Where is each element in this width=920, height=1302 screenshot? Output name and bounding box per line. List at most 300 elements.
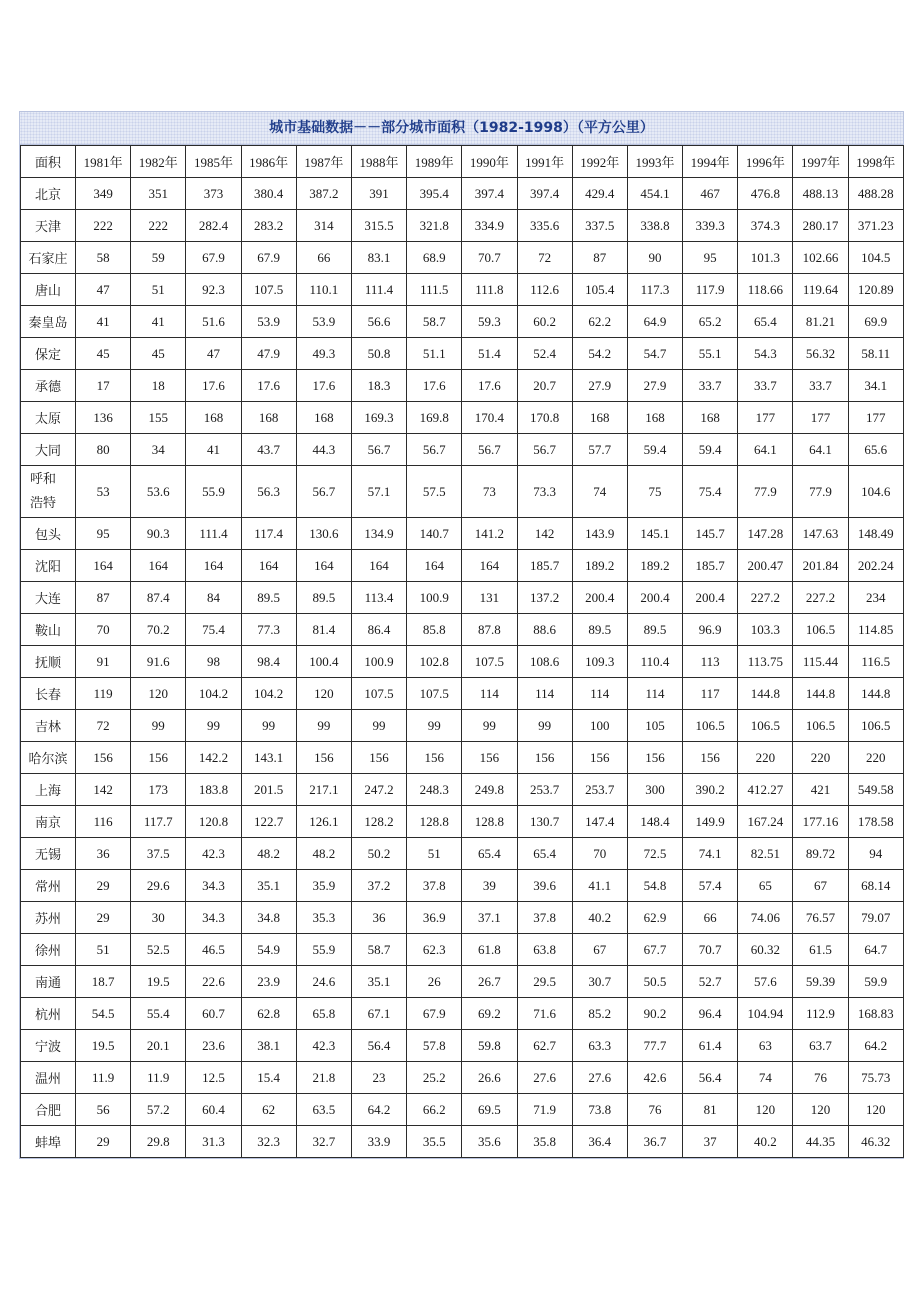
table-row: [21, 614, 904, 646]
area-value: 47: [186, 338, 241, 370]
area-value: 35.8: [517, 1126, 572, 1158]
area-value: 92.3: [186, 274, 241, 306]
area-value: 57.5: [407, 466, 462, 518]
area-value: 88.6: [517, 614, 572, 646]
area-value: 137.2: [517, 582, 572, 614]
area-value: 17.6: [296, 370, 351, 402]
area-value: 248.3: [407, 774, 462, 806]
area-value: 20.7: [517, 370, 572, 402]
area-value: 99: [517, 710, 572, 742]
area-value: 68.9: [407, 242, 462, 274]
area-value: 77.9: [793, 466, 848, 518]
area-value: 247.2: [351, 774, 406, 806]
area-value: 91.6: [131, 646, 186, 678]
area-value: 17.6: [462, 370, 517, 402]
city-name: 包头: [21, 518, 76, 550]
area-value: 122.7: [241, 806, 296, 838]
area-value: 107.5: [462, 646, 517, 678]
area-value: 200.47: [738, 550, 793, 582]
area-value: 37.8: [517, 902, 572, 934]
area-value: 156: [572, 742, 627, 774]
area-value: 351: [131, 178, 186, 210]
area-value: 36.7: [627, 1126, 682, 1158]
year-header: 1988年: [351, 146, 406, 178]
area-value: 69.5: [462, 1094, 517, 1126]
area-value: 60.7: [186, 998, 241, 1030]
area-value: 178.58: [848, 806, 903, 838]
area-value: 59.3: [462, 306, 517, 338]
area-value: 349: [76, 178, 131, 210]
table-body: [21, 178, 904, 1158]
table-row: [21, 178, 904, 210]
area-value: 164: [131, 550, 186, 582]
area-value: 56.4: [351, 1030, 406, 1062]
area-value: 23.6: [186, 1030, 241, 1062]
area-value: 36: [76, 838, 131, 870]
area-value: 113.75: [738, 646, 793, 678]
area-value: 17.6: [186, 370, 241, 402]
area-value: 22.6: [186, 966, 241, 998]
table-row: [21, 370, 904, 402]
area-value: 142.2: [186, 742, 241, 774]
area-value: 147.63: [793, 518, 848, 550]
table-row: [21, 934, 904, 966]
area-value: 488.28: [848, 178, 903, 210]
area-value: 41: [186, 434, 241, 466]
area-value: 200.4: [683, 582, 738, 614]
area-value: 90.2: [627, 998, 682, 1030]
area-value: 67: [793, 870, 848, 902]
area-value: 25.2: [407, 1062, 462, 1094]
area-value: 148.4: [627, 806, 682, 838]
area-value: 111.4: [351, 274, 406, 306]
area-value: 185.7: [683, 550, 738, 582]
area-value: 120: [848, 1094, 903, 1126]
table-row: [21, 998, 904, 1030]
area-value: 168: [241, 402, 296, 434]
area-value: 70.7: [683, 934, 738, 966]
area-value: 120.89: [848, 274, 903, 306]
area-value: 62: [241, 1094, 296, 1126]
area-value: 56.7: [462, 434, 517, 466]
area-value: 164: [296, 550, 351, 582]
area-value: 30.7: [572, 966, 627, 998]
area-value: 177: [793, 402, 848, 434]
area-value: 183.8: [186, 774, 241, 806]
area-value: 112.6: [517, 274, 572, 306]
city-name: 大同: [21, 434, 76, 466]
area-value: 387.2: [296, 178, 351, 210]
table-row: [21, 582, 904, 614]
area-value: 454.1: [627, 178, 682, 210]
area-value: 75.73: [848, 1062, 903, 1094]
area-value: 64.2: [351, 1094, 406, 1126]
area-value: 91: [76, 646, 131, 678]
area-value: 114: [627, 678, 682, 710]
area-value: 54.5: [76, 998, 131, 1030]
area-value: 395.4: [407, 178, 462, 210]
area-value: 27.9: [627, 370, 682, 402]
area-value: 98: [186, 646, 241, 678]
area-value: 113: [683, 646, 738, 678]
area-value: 66.2: [407, 1094, 462, 1126]
area-value: 63.8: [517, 934, 572, 966]
area-value: 64.9: [627, 306, 682, 338]
area-value: 156: [131, 742, 186, 774]
area-value: 104.6: [848, 466, 903, 518]
area-value: 56.7: [351, 434, 406, 466]
area-value: 156: [351, 742, 406, 774]
area-value: 283.2: [241, 210, 296, 242]
area-value: 59.4: [627, 434, 682, 466]
area-value: 397.4: [517, 178, 572, 210]
area-value: 117: [683, 678, 738, 710]
area-value: 37.8: [407, 870, 462, 902]
area-value: 201.5: [241, 774, 296, 806]
city-name: [21, 466, 76, 518]
area-value: 24.6: [296, 966, 351, 998]
area-value: 27.9: [572, 370, 627, 402]
area-value: 45: [76, 338, 131, 370]
area-value: 53.6: [131, 466, 186, 518]
area-value: 47: [76, 274, 131, 306]
area-value: 106.5: [683, 710, 738, 742]
area-value: 64.7: [848, 934, 903, 966]
area-value: 429.4: [572, 178, 627, 210]
area-value: 39: [462, 870, 517, 902]
area-value: 111.5: [407, 274, 462, 306]
table-row: [21, 550, 904, 582]
table-row: [21, 742, 904, 774]
area-value: 156: [462, 742, 517, 774]
area-value: 55.1: [683, 338, 738, 370]
area-value: 21.8: [296, 1062, 351, 1094]
city-name: 北京: [21, 178, 76, 210]
area-value: 144.8: [848, 678, 903, 710]
area-value: 39.6: [517, 870, 572, 902]
area-value: 17.6: [407, 370, 462, 402]
area-value: 321.8: [407, 210, 462, 242]
year-header: 1996年: [738, 146, 793, 178]
area-value: 98.4: [241, 646, 296, 678]
area-value: 89.5: [627, 614, 682, 646]
city-area-table: [20, 145, 904, 1158]
table-row: [21, 678, 904, 710]
area-value: 80: [76, 434, 131, 466]
area-value: 140.7: [407, 518, 462, 550]
area-value: 87: [76, 582, 131, 614]
area-value: 33.9: [351, 1126, 406, 1158]
area-value: 68.14: [848, 870, 903, 902]
area-value: 60.2: [517, 306, 572, 338]
area-value: 99: [131, 710, 186, 742]
area-value: 18.3: [351, 370, 406, 402]
area-value: 17: [76, 370, 131, 402]
area-value: 105.4: [572, 274, 627, 306]
area-value: 412.27: [738, 774, 793, 806]
area-value: 94: [848, 838, 903, 870]
area-value: 15.4: [241, 1062, 296, 1094]
area-value: 19.5: [76, 1030, 131, 1062]
area-value: 51.1: [407, 338, 462, 370]
area-value: 29.8: [131, 1126, 186, 1158]
area-value: 164: [186, 550, 241, 582]
area-value: 60.4: [186, 1094, 241, 1126]
area-value: 116.5: [848, 646, 903, 678]
area-value: 104.94: [738, 998, 793, 1030]
area-value: 84: [186, 582, 241, 614]
area-value: 114: [572, 678, 627, 710]
area-value: 120: [131, 678, 186, 710]
area-value: 155: [131, 402, 186, 434]
area-value: 222: [131, 210, 186, 242]
area-value: 143.9: [572, 518, 627, 550]
area-value: 53.9: [241, 306, 296, 338]
area-value: 44.35: [793, 1126, 848, 1158]
city-name: 石家庄: [21, 242, 76, 274]
area-value: 164: [351, 550, 406, 582]
city-name: 太原: [21, 402, 76, 434]
area-value: 63: [738, 1030, 793, 1062]
city-name: 秦皇岛: [21, 306, 76, 338]
area-value: 44.3: [296, 434, 351, 466]
area-value: 107.5: [241, 274, 296, 306]
area-value: 45: [131, 338, 186, 370]
area-value: 109.3: [572, 646, 627, 678]
area-value: 173: [131, 774, 186, 806]
year-header: 1998年: [848, 146, 903, 178]
area-value: 421: [793, 774, 848, 806]
area-value: 65.2: [683, 306, 738, 338]
area-value: 128.8: [407, 806, 462, 838]
area-value: 217.1: [296, 774, 351, 806]
area-value: 63.5: [296, 1094, 351, 1126]
area-value: 67: [572, 934, 627, 966]
area-value: 63.3: [572, 1030, 627, 1062]
area-value: 29.5: [517, 966, 572, 998]
data-sheet: [19, 111, 904, 1159]
area-value: 202.24: [848, 550, 903, 582]
area-value: 144.8: [738, 678, 793, 710]
area-value: 200.4: [572, 582, 627, 614]
area-value: 100.9: [407, 582, 462, 614]
area-value: 335.6: [517, 210, 572, 242]
area-value: 99: [296, 710, 351, 742]
area-value: 371.23: [848, 210, 903, 242]
table-row: [21, 1062, 904, 1094]
area-value: 119.64: [793, 274, 848, 306]
area-value: 54.8: [627, 870, 682, 902]
area-value: 177: [738, 402, 793, 434]
area-value: 70.7: [462, 242, 517, 274]
area-value: 136: [76, 402, 131, 434]
city-name: 哈尔滨: [21, 742, 76, 774]
area-value: 87.4: [131, 582, 186, 614]
area-value: 168: [296, 402, 351, 434]
area-value: 59.9: [848, 966, 903, 998]
area-value: 71.9: [517, 1094, 572, 1126]
city-name: 抚顺: [21, 646, 76, 678]
area-value: 280.17: [793, 210, 848, 242]
year-header: 1982年: [131, 146, 186, 178]
area-value: 148.49: [848, 518, 903, 550]
area-value: 11.9: [131, 1062, 186, 1094]
area-value: 62.2: [572, 306, 627, 338]
area-value: 96.4: [683, 998, 738, 1030]
area-value: 118.66: [738, 274, 793, 306]
area-value: 64.2: [848, 1030, 903, 1062]
year-header: 1987年: [296, 146, 351, 178]
area-value: 120: [296, 678, 351, 710]
year-header: 1993年: [627, 146, 682, 178]
area-value: 110.1: [296, 274, 351, 306]
area-value: 467: [683, 178, 738, 210]
area-value: 54.7: [627, 338, 682, 370]
city-name: 上海: [21, 774, 76, 806]
area-value: 52.7: [683, 966, 738, 998]
area-value: 42.3: [186, 838, 241, 870]
area-value: 62.8: [241, 998, 296, 1030]
area-value: 30: [131, 902, 186, 934]
area-value: 156: [296, 742, 351, 774]
area-value: 42.6: [627, 1062, 682, 1094]
area-value: 37.2: [351, 870, 406, 902]
area-value: 27.6: [572, 1062, 627, 1094]
city-name: 唐山: [21, 274, 76, 306]
area-value: 87.8: [462, 614, 517, 646]
table-row: [21, 338, 904, 370]
area-value: 33.7: [683, 370, 738, 402]
area-value: 177.16: [793, 806, 848, 838]
area-value: 18.7: [76, 966, 131, 998]
area-value: 29.6: [131, 870, 186, 902]
area-value: 106.5: [738, 710, 793, 742]
area-value: 35.1: [351, 966, 406, 998]
area-value: 56.32: [793, 338, 848, 370]
table-row: [21, 242, 904, 274]
city-name: 温州: [21, 1062, 76, 1094]
area-value: 64.1: [793, 434, 848, 466]
area-value: 220: [738, 742, 793, 774]
area-value: 32.7: [296, 1126, 351, 1158]
area-value: 89.5: [572, 614, 627, 646]
area-value: 220: [793, 742, 848, 774]
area-value: 85.8: [407, 614, 462, 646]
area-value: 120: [738, 1094, 793, 1126]
area-value: 69.2: [462, 998, 517, 1030]
area-value: 61.4: [683, 1030, 738, 1062]
area-value: 120.8: [186, 806, 241, 838]
area-value: 145.1: [627, 518, 682, 550]
area-value: 62.7: [517, 1030, 572, 1062]
area-value: 41.1: [572, 870, 627, 902]
area-value: 48.2: [296, 838, 351, 870]
area-value: 42.3: [296, 1030, 351, 1062]
area-value: 147.4: [572, 806, 627, 838]
area-value: 397.4: [462, 178, 517, 210]
area-value: 74.06: [738, 902, 793, 934]
city-name: 大连: [21, 582, 76, 614]
city-name: 南通: [21, 966, 76, 998]
area-value: 253.7: [572, 774, 627, 806]
area-value: 29: [76, 902, 131, 934]
area-value: 50.8: [351, 338, 406, 370]
area-value: 89.5: [296, 582, 351, 614]
area-value: 51: [76, 934, 131, 966]
area-value: 107.5: [407, 678, 462, 710]
area-value: 56.6: [351, 306, 406, 338]
area-value: 53.9: [296, 306, 351, 338]
area-value: 65.4: [738, 306, 793, 338]
area-value: 113.4: [351, 582, 406, 614]
area-value: 227.2: [738, 582, 793, 614]
area-value: 200.4: [627, 582, 682, 614]
area-value: 116: [76, 806, 131, 838]
area-value: 71.6: [517, 998, 572, 1030]
area-value: 50.2: [351, 838, 406, 870]
area-value: 57.8: [407, 1030, 462, 1062]
area-value: 142: [76, 774, 131, 806]
area-value: 90: [627, 242, 682, 274]
area-value: 33.7: [793, 370, 848, 402]
area-value: 115.44: [793, 646, 848, 678]
area-value: 63.7: [793, 1030, 848, 1062]
area-value: 18: [131, 370, 186, 402]
year-header: 1981年: [76, 146, 131, 178]
area-value: 36: [351, 902, 406, 934]
area-value: 59.8: [462, 1030, 517, 1062]
area-value: 156: [683, 742, 738, 774]
area-value: 48.2: [241, 838, 296, 870]
area-value: 253.7: [517, 774, 572, 806]
area-value: 59: [131, 242, 186, 274]
area-value: 73.3: [517, 466, 572, 518]
area-value: 61.5: [793, 934, 848, 966]
area-value: 62.3: [407, 934, 462, 966]
area-value: 117.7: [131, 806, 186, 838]
table-row: [21, 1030, 904, 1062]
corner-header: 面积: [21, 146, 76, 178]
area-value: 61.8: [462, 934, 517, 966]
table-row: [21, 966, 904, 998]
area-value: 108.6: [517, 646, 572, 678]
area-value: 164: [462, 550, 517, 582]
area-value: 149.9: [683, 806, 738, 838]
area-value: 54.2: [572, 338, 627, 370]
area-value: 36.9: [407, 902, 462, 934]
area-value: 70: [76, 614, 131, 646]
area-value: 77.9: [738, 466, 793, 518]
area-value: 141.2: [462, 518, 517, 550]
area-value: 58: [76, 242, 131, 274]
area-value: 81.4: [296, 614, 351, 646]
area-value: 65.8: [296, 998, 351, 1030]
area-value: 34.3: [186, 870, 241, 902]
city-name: 苏州: [21, 902, 76, 934]
area-value: 117.9: [683, 274, 738, 306]
area-value: 156: [517, 742, 572, 774]
area-value: 56.7: [407, 434, 462, 466]
area-value: 38.1: [241, 1030, 296, 1062]
area-value: 130.6: [296, 518, 351, 550]
area-value: 26: [407, 966, 462, 998]
area-value: 390.2: [683, 774, 738, 806]
area-value: 69.9: [848, 306, 903, 338]
table-row: [21, 210, 904, 242]
area-value: 79.07: [848, 902, 903, 934]
area-value: 156: [627, 742, 682, 774]
table-row: [21, 306, 904, 338]
